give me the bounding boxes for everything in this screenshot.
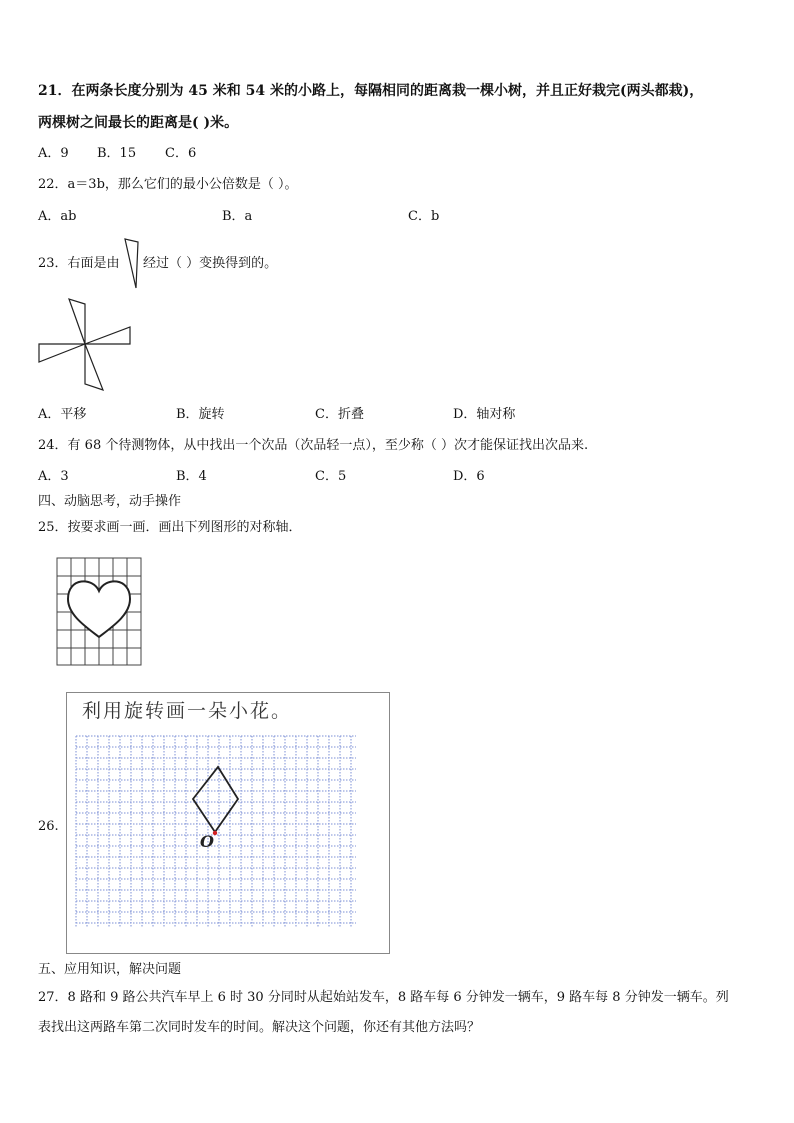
q23-option-d[interactable]: D．轴对称 [453, 407, 516, 422]
section-5-heading: 五、应用知识，解决问题 [38, 962, 182, 977]
q26-number: 26. [38, 819, 59, 834]
q26-caption: 利用旋转画一朵小花。 [82, 700, 293, 722]
q22-option-b[interactable]: B．a [222, 209, 253, 224]
q24-option-a[interactable]: A．3 [38, 469, 69, 484]
q22-option-a[interactable]: A．ab [38, 209, 77, 224]
q21-line1: 21．在两条长度分别为 45 米和 54 米的小路上，每隔相同的距离栽一棵小树，并且正好栽完(两头都栽)， [38, 83, 704, 99]
q23-stem-before: 23．右面是由 [38, 256, 120, 271]
q21-option-c[interactable]: C．6 [165, 146, 197, 161]
pinwheel-figure [36, 296, 136, 396]
q24-option-b[interactable]: B．4 [176, 469, 207, 484]
q22-stem: 22．a＝3b，那么它们的最小公倍数是（ ）。 [38, 177, 298, 192]
q24-option-c[interactable]: C．5 [315, 469, 347, 484]
q24-option-d[interactable]: D．6 [453, 469, 485, 484]
q24-stem: 24．有 68 个待测物体，从中找出一个次品（次品轻一点），至少称（ ）次才能保证找出次品来. [38, 438, 589, 453]
section-4-heading: 四、动脑思考，动手操作 [38, 494, 182, 509]
q23-option-b[interactable]: B．旋转 [176, 407, 225, 422]
rotation-center-label: O [200, 832, 214, 851]
q27-line2: 表找出这两路车第二次同时发车的时间。解决这个问题，你还有其他方法吗？ [38, 1020, 481, 1035]
rotation-grid-figure [66, 692, 390, 954]
heart-grid-figure [56, 557, 142, 667]
q25-stem: 25．按要求画一画．画出下列图形的对称轴． [38, 520, 302, 535]
q21-line2: 两棵树之间最长的距离是( )米。 [38, 115, 239, 131]
q23-option-c[interactable]: C．折叠 [315, 407, 364, 422]
q23-option-a[interactable]: A．平移 [38, 407, 87, 422]
q21-option-a[interactable]: A．9 [38, 146, 69, 161]
small-triangle-figure [122, 238, 142, 290]
q23-stem-after: 经过（ ）变换得到的。 [143, 256, 278, 271]
q21-option-b[interactable]: B．15 [97, 146, 137, 161]
q22-option-c[interactable]: C．b [408, 209, 440, 224]
q27-line1: 27．8 路和 9 路公共汽车早上 6 时 30 分同时从起始站发车，8 路车每 6 分钟发一辆车，9 路车每 8 分钟发一辆车。列 [38, 990, 729, 1005]
heart-shape [68, 581, 130, 637]
